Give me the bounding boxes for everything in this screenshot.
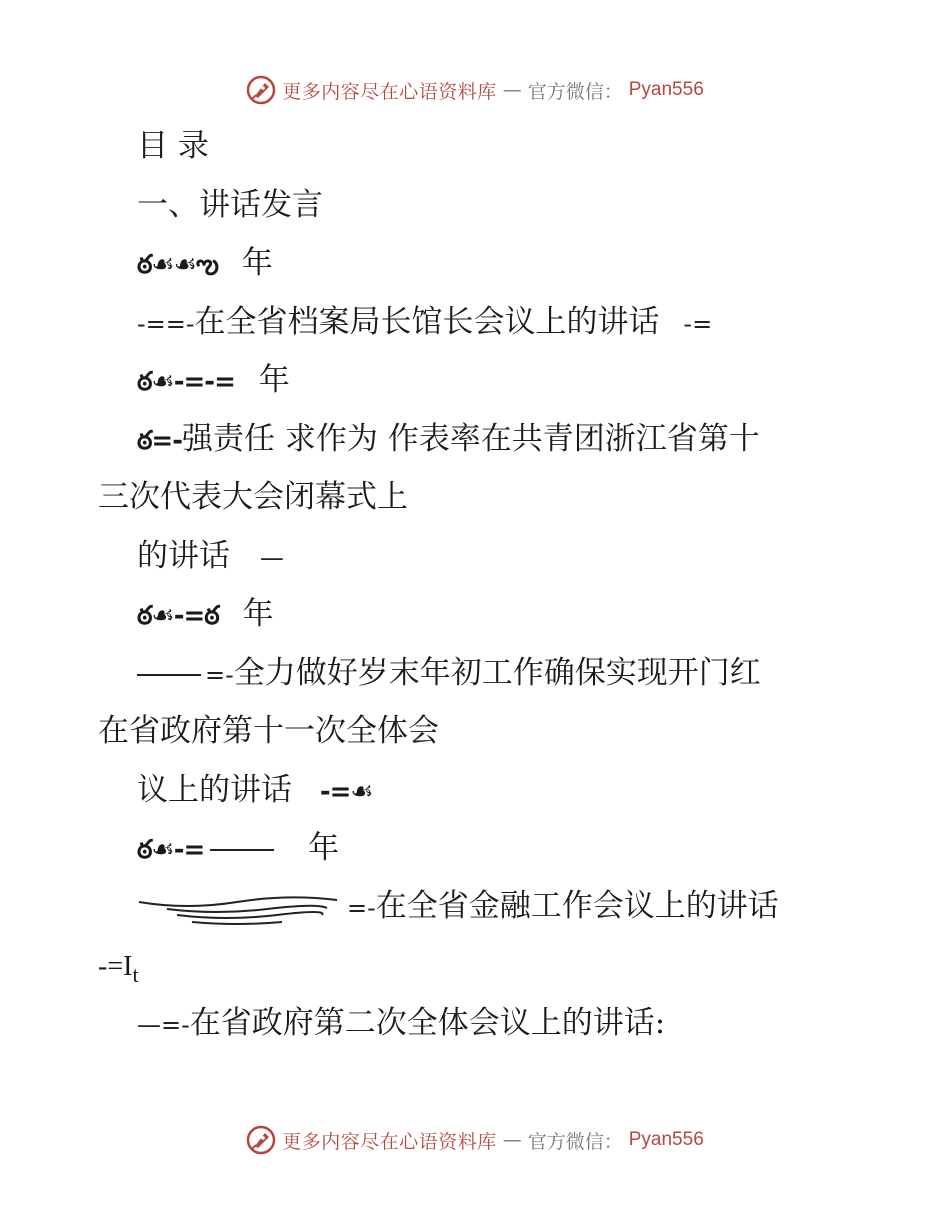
toc-entry-text: 全力做好岁末年初工作确保实现开门红 (233, 655, 761, 691)
toc-entry (137, 886, 779, 928)
watermark-wechat-id: Pyan556 (628, 1129, 704, 1150)
toc-entry-text: 年 (308, 830, 340, 866)
toc-entry-text: 年 (242, 596, 274, 632)
toc-entry (137, 828, 339, 870)
garbled-glyph-prefix: ఠ☙-= (137, 835, 205, 865)
header-watermark (0, 70, 950, 110)
toc-entry-continuation (137, 536, 284, 578)
garbled-dash-suffix: -= (683, 310, 713, 338)
pen-nib-logo-icon (246, 75, 276, 105)
watermark-separator: — (502, 1129, 522, 1151)
toc-entry (137, 594, 274, 636)
garbled-subscript: t (132, 962, 139, 988)
toc-entry (137, 1003, 665, 1045)
toc-entry-text: 在全省金融工作会议上的讲话 (375, 888, 779, 924)
garbled-dash-prefix: —=- (137, 1011, 190, 1039)
toc-entry-continuation (137, 770, 373, 812)
toc-entry-text: 在全省档案局长馆长会议上的讲话 (194, 304, 660, 340)
watermark-official-label: 官方微信： (527, 80, 623, 103)
toc-entry-continuation: 在省政府第十一次全体会 (98, 713, 439, 749)
toc-entry-text: 的讲话 (137, 538, 230, 574)
toc-entry (137, 243, 273, 285)
garbled-dash-prefix: =- (347, 894, 376, 922)
toc-entry-text: 年 (258, 362, 290, 398)
garbled-text: -=I (98, 951, 133, 982)
toc-entry (137, 360, 290, 402)
garbled-glyph-prefix: ఠ=- (137, 426, 182, 456)
garbled-glyph-prefix: ఠ☙☙ఌ (137, 250, 218, 280)
toc-entry (137, 653, 761, 695)
garbled-dash-prefix: =- (205, 661, 234, 689)
pen-nib-logo-icon (246, 1125, 276, 1155)
watermark-separator: — (502, 79, 522, 101)
toc-entry-text: 强责任 求作为 作表率在共青团浙江省第十 (182, 421, 760, 457)
watermark-main-text: 更多内容尽在心语资料库 (282, 80, 497, 103)
garbled-glyph-prefix: ఠ☙-=-= (137, 367, 235, 397)
watermark-main-text: 更多内容尽在心语资料库 (282, 1130, 497, 1153)
garbled-glyph-prefix: ఠ☙-=ఠ (137, 601, 219, 631)
toc-entry-text: 议上的讲话 (137, 772, 292, 808)
garbled-glyph-suffix: -=☙ (319, 777, 373, 807)
toc-title: 目 录 (137, 128, 209, 164)
toc-entry-text: 年 (241, 245, 273, 281)
toc-section-heading: 一、讲话发言 (137, 187, 323, 223)
horizontal-rule (137, 674, 201, 676)
footer-watermark (0, 1120, 950, 1160)
horizontal-rule (210, 849, 274, 851)
watermark-wechat-id: Pyan556 (628, 79, 704, 100)
toc-entry (137, 419, 760, 461)
wavy-lines-decoration (137, 888, 347, 928)
watermark-official-label: 官方微信： (527, 1130, 623, 1153)
toc-entry (137, 302, 712, 344)
garbled-dash-suffix: — (259, 544, 284, 572)
garbled-dash-prefix: -==- (137, 310, 195, 338)
toc-entry-text: 在省政府第二次全体会议上的讲话: (189, 1005, 666, 1041)
toc-entry-continuation: 三次代表大会闭幕式上 (98, 479, 408, 515)
toc-entry-garbled (98, 945, 139, 995)
